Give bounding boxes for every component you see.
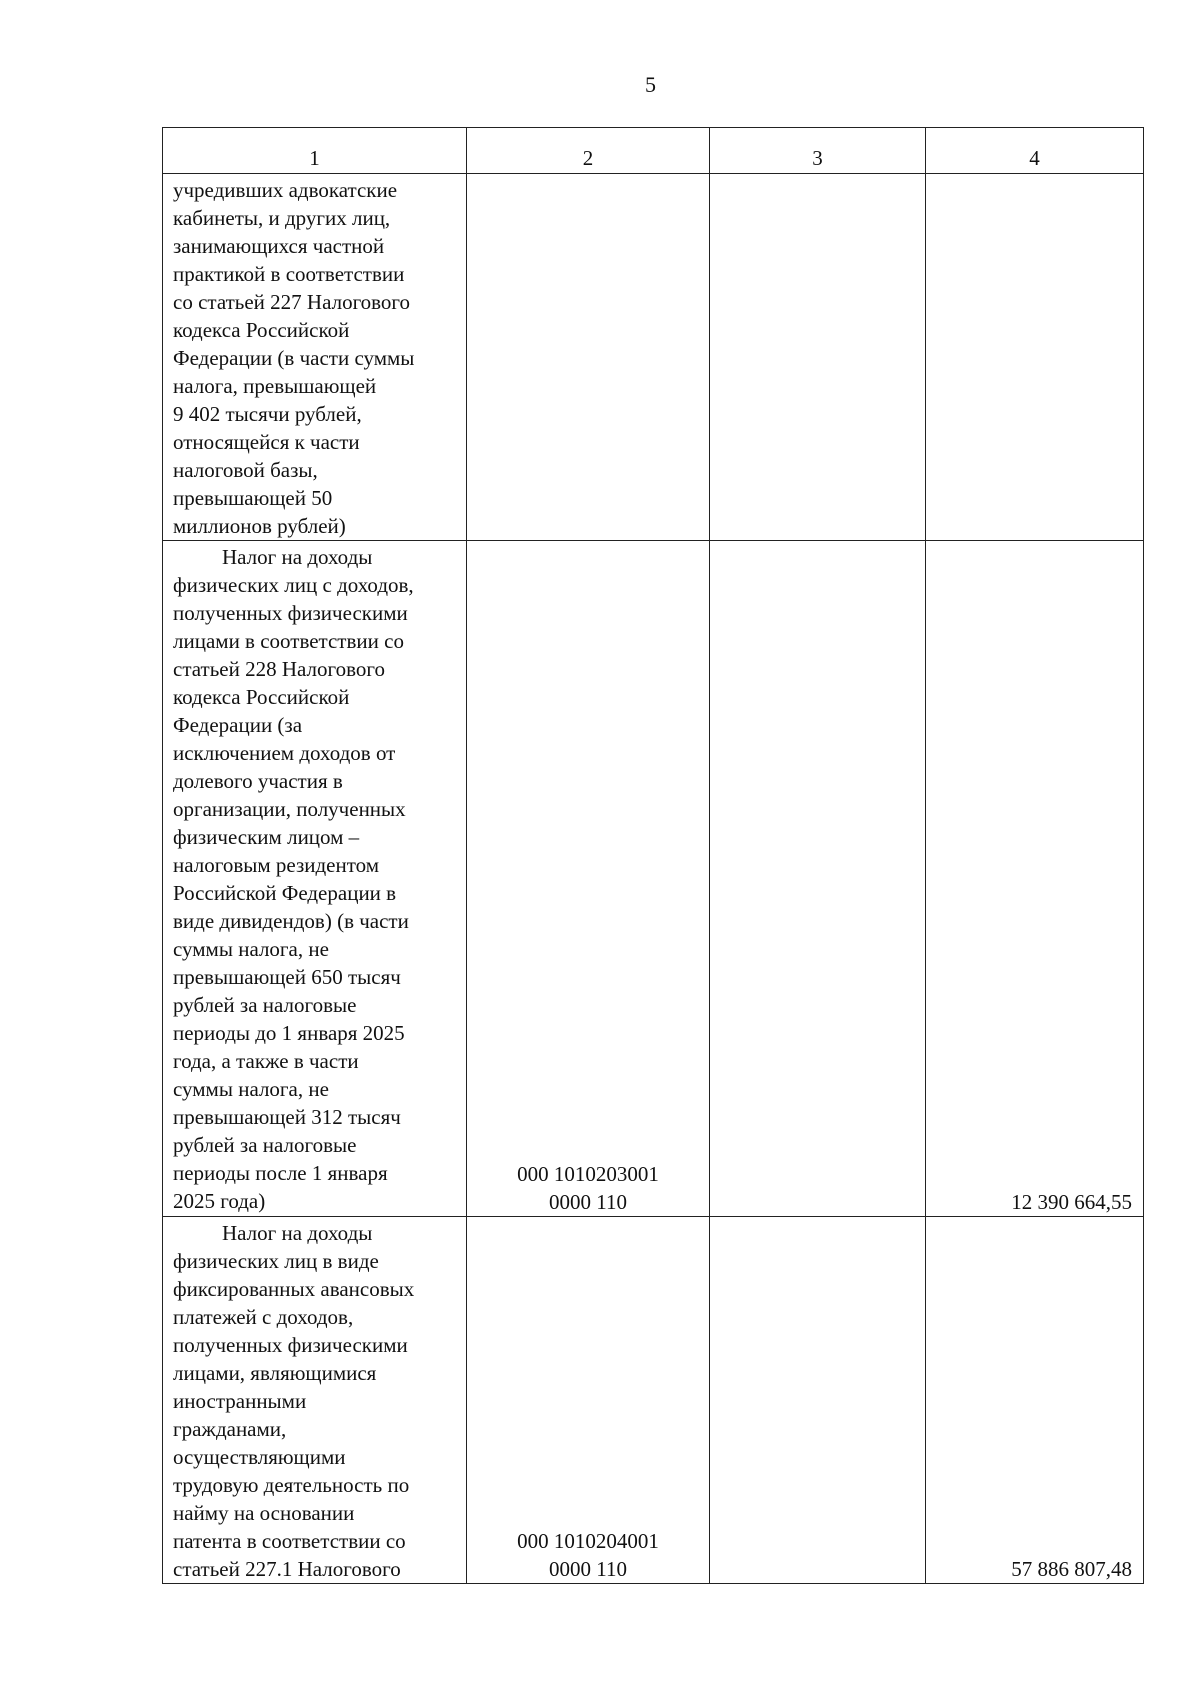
amount-cell: 12 390 664,55 — [926, 541, 1144, 1217]
budget-code-cell: 000 1010204001 0000 110 — [467, 1217, 710, 1584]
table-row — [163, 1217, 1144, 1584]
revenue-name-cell — [163, 1217, 467, 1584]
empty-column-3-cell — [710, 541, 926, 1217]
column-header-4: 4 — [926, 128, 1144, 174]
amount-cell — [926, 174, 1144, 541]
revenue-name-text: Налог на доходы физических лиц в виде фиксированных авансовых платежей с доходов, полученных физическими лицами, являющимися иностранными гражданами, осуществляющими трудовую деятельность по найму на основании патента в соответствии со статьей 227.1 Налогового — [173, 1221, 415, 1581]
column-header-2: 2 — [467, 128, 710, 174]
column-header-3: 3 — [710, 128, 926, 174]
table-row — [163, 541, 1144, 1217]
empty-column-3-cell — [710, 174, 926, 541]
amount-cell: 57 886 807,48 — [926, 1217, 1144, 1584]
revenue-name-cell — [163, 541, 467, 1217]
empty-column-3-cell — [710, 1217, 926, 1584]
revenue-name-text: Налог на доходы физических лиц с доходов, полученных физическими лицами в соответствии со статьей 228 Налогового кодекса Российской Федерации (за исключением доходов от долевого участия в организации, полученных физическим лицом – налоговым резидентом Российской Федерации в виде дивидендов) (в части суммы налога, не превышающей 650 тысяч рублей за налоговые периоды до 1 января 2025 года, а также в части суммы налога, не превышающей 312 тысяч рублей за налоговые периоды после 1 января 2025 года) — [173, 545, 414, 1213]
table-row — [163, 174, 1144, 541]
budget-code-cell: 000 1010203001 0000 110 — [467, 541, 710, 1217]
budget-code-cell — [467, 174, 710, 541]
budget-revenue-table — [162, 127, 1144, 1584]
page-number: 5 — [645, 72, 656, 97]
column-header-1: 1 — [163, 128, 467, 174]
revenue-name-cell: учредивших адвокатские кабинеты, и других лиц, занимающихся частной практикой в соответствии со статьей 227 Налогового кодекса Российской Федерации (в части суммы налога, превышающей 9 402 тысячи рублей, относящейся к части налоговой базы, превышающей 50 миллионов рублей) — [163, 174, 467, 541]
table-header-row — [163, 128, 1144, 174]
